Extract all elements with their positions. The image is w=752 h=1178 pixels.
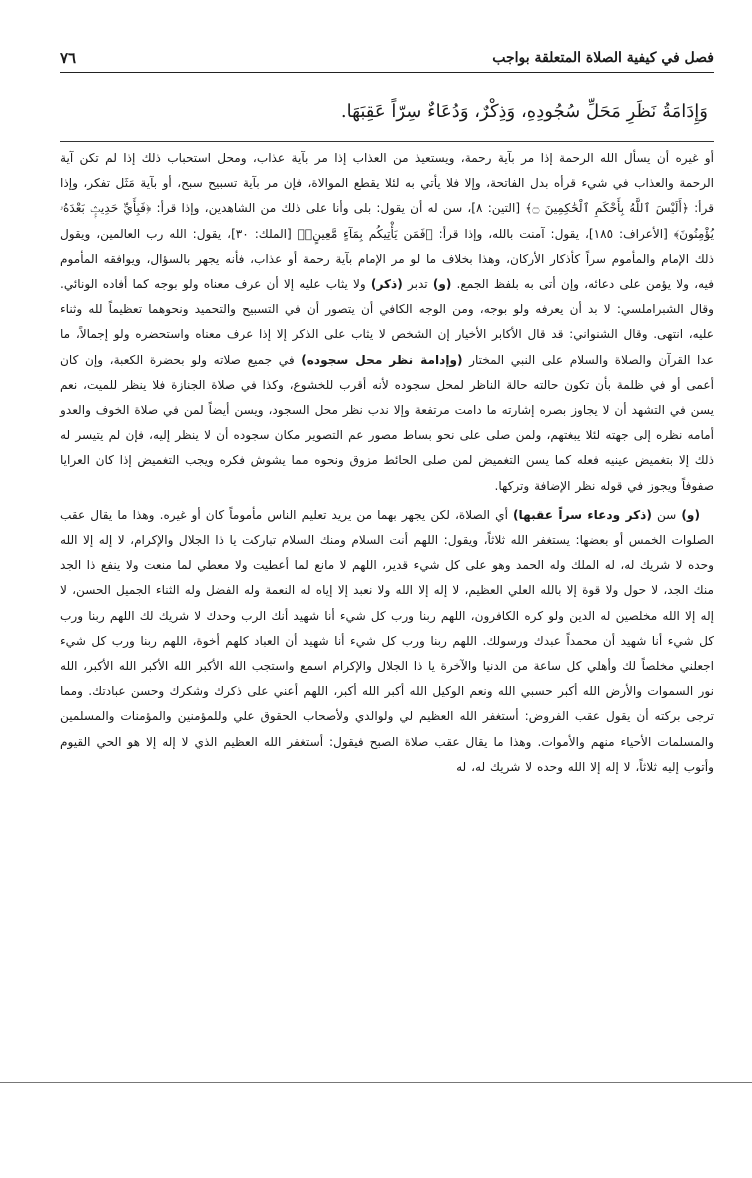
matn-divider [60,141,714,142]
commentary-text: أي الصلاة، لكن يجهر بهما من يريد تعليم الناس مأموماً كان أو غيره. وهذا ما يقال عقب الصلوات الخمس أو بعضها: يستغفر الله ثلاثاً، ويقول: اللهم أنت السلام ومنك السلام تباركت يا ذا الجلال والإكرام، لا إله إلا الله وحده لا شريك له، له الملك وله الحمد وهو على كل شيء قدير، اللهم لا مانع لما أعطيت ولا معطي لما منعت ولا ينفع ذا الجد منك الجد، لا حول ولا قوة إلا بالله العلي العظيم، لا إله إلا الله ولا نعبد إلا إياه له النعمة وله الفضل وله الثناء الجميل الحسن، لا إله إلا الله مخلصين له الدين ولو كره الكافرون، اللهم ربنا ورب كل شيء أنا شهيد أنك الرب وحدك لا شريك لك اللهم ربنا ورب كل شيء أنا شهيد أن محمداً عبدك ورسولك. اللهم ربنا ورب كل شيء أنا شهيد أن العباد كلهم أخوة، اللهم ربنا ورب كل شيء اجعلني مخلصاً لك وأهلي كل ساعة من الدنيا والآخرة يا ذا الجلال والإكرام اسمع واستجب الله الأكبر الله الأكبر الله الأكبر، الله نور السموات والأرض الله أكبر حسبي الله ونعم الوكيل الله أكبر الله أكبر، اللهم أعني على ذكرك وشكرك وحسن عبادتك. ومما ترجى بركته أن يقول عقب الفروض: أستغفر الله العظيم لي ولوالدي ولأصحاب الحقوق علي وللمؤمنين والمؤمنات والمسلمين والمسلمات الأحياء منهم والأموات. وهذا ما يقال عقب صلاة الصبح فيقول: أستغفر الله العظيم الذي لا إله إلا هو الحي القيوم وأتوب إليه ثلاثاً، لا إله إلا الله وحده لا شريك له، له [60,507,714,774]
page-number: ٧٦ [60,49,77,67]
commentary-text: ولا يثاب عليه إلا أن عرف معناه ولو بوجه كما أفاده الونائي. وقال الشبراملسي: لا بد أن يعرفه ولو بوجه، ومن الوجه الكافي أن يتصور أن في التسبيح والتحميد ونحوهما تعظيماً لله وثناء عليه، انتهى. وقال الشنواني: قد قال الأكابر الأخيار إن الشخص لا يثاب على الذكر إلا إذا عرف معناه واستحضره ولو إجمالاً، ما عدا القرآن والصلاة والسلام على النبي المختار [60,277,714,367]
commentary-paragraph [60,146,714,499]
running-title: فصل في كيفية الصلاة المتعلقة بواجب [492,50,714,66]
matn-quote: (و) [681,507,700,522]
commentary [60,146,714,780]
book-page [60,48,714,780]
matn-quote: (ذكر) [370,277,403,292]
commentary-text: أو غيره أن يسأل الله الرحمة إذا مر بآية رحمة، ويستعيذ من العذاب إذا مر بآية عذاب، ومحل استحباب ذلك إذا لم تكن آية الرحمة والعذاب في شيء قرأه بدل الفاتحة، وإلا فلا يأتي به لئلا يقطع الموالاة، فإن مر بآية تسبيح سبح، أو بآية مَثَل تفكر، وإذا قرأ: ﴿أَلَيْسَ ٱللَّهُ بِأَحْكَمِ ٱلْحَٰكِمِينَ ۝﴾ [التين: ٨]، سن له أن يقول: بلى وأنا على ذلك من الشاهدين، وإذا قرأ: ﴿فَبِأَيِّ حَدِيثٍۭ بَعْدَهُۥ يُؤْمِنُونَ﴾ [الأعراف: ١٨٥]، يقول: آمنت بالله، وإذا قرأ: ﴿فَمَن يَأْتِيكُم بِمَآءٍ مَّعِينٍۭ﴾ [الملك: ٣٠]، يقول: الله رب العالمين، ويقول ذلك الإمام والمأموم سراً كأذكار الأركان، وهذا بخلاف ما لو مر الإمام بآية رحمة أو عذاب، فأنه يجهر بالسؤال، ويوافقه المأموم فيه، ولا يؤمن على دعائه، وإن أتى به بلفظ الجمع. [60,151,714,292]
commentary-text: تدبر [402,277,433,292]
matn-quote: (و) [432,277,452,292]
matn-line: وَإِدَامَةُ نَظَرِ مَحَلِّ سُجُودِهِ، وَذِكْرٌ، وَدُعَاءٌ سِرّاً عَقِبَهَا. [340,101,708,122]
commentary-text: في جميع صلاته ولو بحضرة الكعبة، وإن كان أعمى أو في ظلمة بأن تكون حالته حالة الناظر لمحل سجوده لأنه أقرب للخشوع، وكذا في صلاة الجنازة فلا ينظر للميت، نعم يسن في التشهد أن لا يجاوز بصره إشارته ما دامت مرتفعة وإلا ندب نظر محل السجود، ويسن أيضاً لمن في صلاة الخوف والعدو أمامه نظره إلى جهته لئلا يبغتهم، ولمن صلى على نحو بساط مصور عم التصوير مكان سجوده أن لا ينظر إليه، فإن لم يتيسر له ذلك إلا بتغميض عينيه فعله كما يسن التغميض لمن صلى الحائط مزوق ونحوه مما يشوش فكره ويجب التغميض إذا كان العرايا صفوفاً ويجوز في قوله نظر الإضافة وتركها. [60,352,714,493]
matn-quote: (وإدامة نظر محل سجوده) [301,352,463,367]
matn-quote: (ذكر ودعاء سراً عقبها) [513,507,652,522]
commentary-text: سن [651,507,682,522]
scan-edge-line [0,1082,752,1083]
commentary-paragraph [60,503,714,780]
running-header [60,48,714,73]
